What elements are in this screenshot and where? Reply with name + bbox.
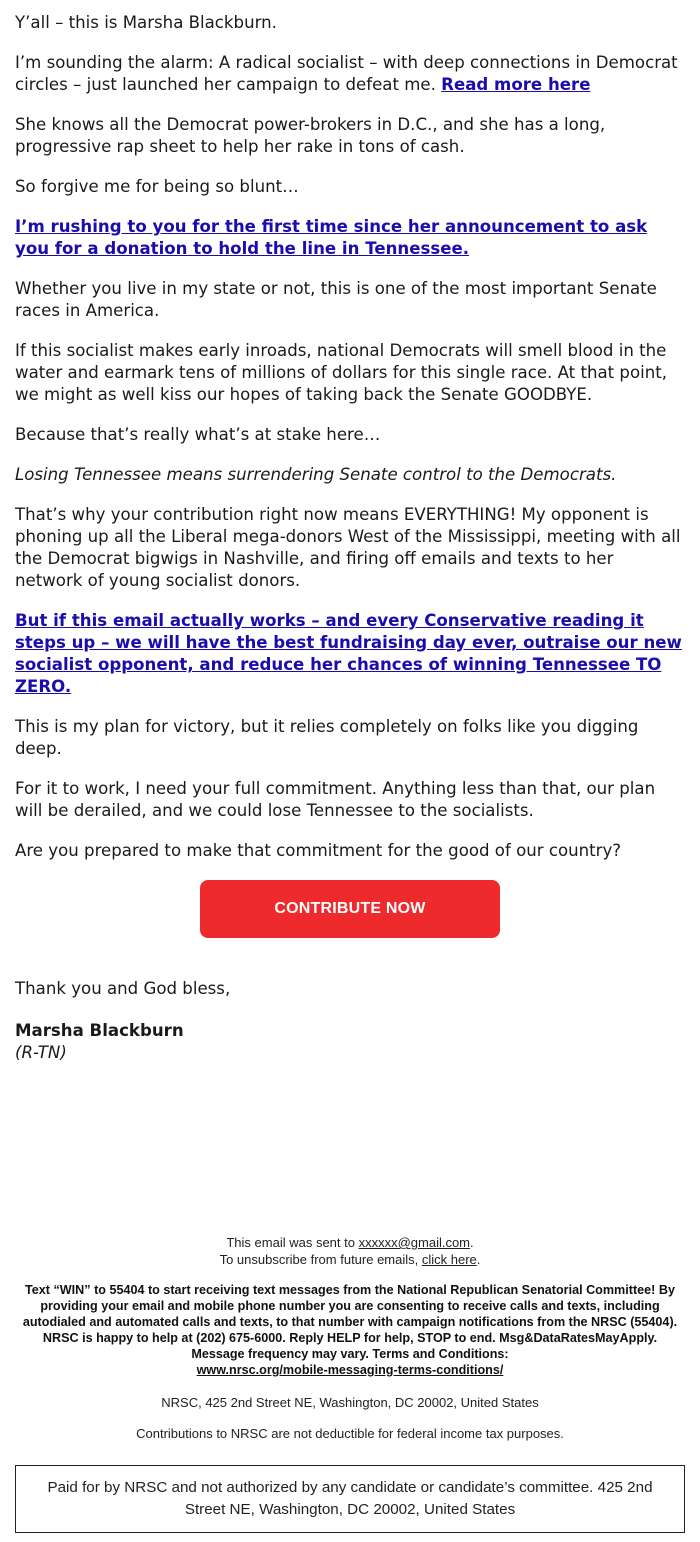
signoff: Thank you and God bless, [15, 979, 231, 998]
unsubscribe-prefix: To unsubscribe from future emails, [219, 1252, 422, 1267]
paragraph-prepared: Are you prepared to make that commitment for the good of our country? [15, 841, 622, 860]
paragraph-contribution: That’s why your contribution right now means EVERYTHING! My opponent is phoning up all the Liberal mega-donors West of the Mississippi, meeting with all the Democrat bigwigs in Nashville, and firing off emails and texts to her network of young socialist donors. [15, 505, 681, 590]
signature-name: Marsha Blackburn [15, 1021, 184, 1040]
recipient-email-link[interactable]: xxxxxx@gmail.com [358, 1235, 471, 1250]
signature-party: (R-TN) [15, 1043, 67, 1062]
paid-for-disclaimer: Paid for by NRSC and not authorized by any candidate or candidate’s committee. 425 2nd Street NE, Washington, DC 20002, United States [15, 1465, 685, 1533]
paragraph-alarm [15, 52, 685, 96]
donation-ask-link[interactable]: I’m rushing to you for the first time since her announcement to ask you for a donation to hold the line in Tennessee. [15, 217, 648, 258]
paragraph-at-stake: Because that’s really what’s at stake here… [15, 425, 381, 444]
paragraph-alarm-text: I’m sounding the alarm: A radical socialist – with deep connections in Democrat circles – just launched her campaign to defeat me. [15, 53, 678, 94]
greeting: Y’all – this is Marsha Blackburn. [15, 13, 277, 32]
paragraph-donation-ask [15, 216, 685, 260]
unsubscribe-line [15, 1251, 685, 1268]
paragraph-power-brokers: She knows all the Democrat power-brokers in D.C., and she has a long, progressive rap sheet to help her rake in tons of cash. [15, 115, 606, 156]
paragraph-inroads: If this socialist makes early inroads, national Democrats will smell blood in the water and earmark tens of millions of dollars for this single race. At that point, we might as well kiss our hopes of taking back the Senate GOODBYE. [15, 341, 668, 404]
paragraph-important-race: Whether you live in my state or not, this is one of the most important Senate races in America. [15, 279, 657, 320]
paragraph-if-works [15, 610, 685, 698]
read-more-link[interactable]: Read more here [441, 75, 591, 94]
unsubscribe-link[interactable]: click here [421, 1252, 477, 1267]
mailing-address: NRSC, 425 2nd Street NE, Washington, DC 20002, United States [161, 1395, 539, 1410]
sent-to-line [15, 1234, 685, 1251]
terms-conditions-link[interactable]: www.nrsc.org/mobile-messaging-terms-conditions/ [196, 1363, 504, 1377]
unsubscribe-suffix: . [476, 1252, 481, 1267]
contribute-now-button[interactable]: CONTRIBUTE NOW [200, 880, 500, 938]
paragraph-plan: This is my plan for victory, but it relies completely on folks like you digging deep. [15, 717, 639, 758]
fundraising-day-link[interactable]: But if this email actually works – and every Conservative reading it steps up – we will have the best fundraising day ever, outraise our new socialist opponent, and reduce her chances of winning Tennessee TO ZERO. [15, 611, 682, 696]
email-footer [0, 1234, 700, 1442]
cta-container [15, 880, 685, 938]
paragraph-commitment: For it to work, I need your full commitment. Anything less than that, our plan will be derailed, and we could lose Tennessee to the socialists. [15, 779, 656, 820]
paragraph-losing-tennessee: Losing Tennessee means surrendering Senate control to the Democrats. [15, 465, 617, 484]
sms-disclaimer [15, 1282, 685, 1378]
sent-to-prefix: This email was sent to [226, 1235, 359, 1250]
tax-deductible-notice: Contributions to NRSC are not deductible for federal income tax purposes. [136, 1426, 564, 1441]
sent-to-suffix: . [470, 1235, 474, 1250]
sms-disclaimer-text: Text “WIN” to 55404 to start receiving text messages from the National Republican Senatorial Committee! By providing your email and mobile phone number you are consenting to receive calls and texts, including autodialed and automated calls and texts, to that number with campaign notifications from the NRSC (55404). NRSC is happy to help at (202) 675-6000. Reply HELP for help, STOP to end. Msg&DataRatesMayApply. Message frequency may vary. Terms and Conditions: [22, 1283, 678, 1361]
paragraph-blunt: So forgive me for being so blunt… [15, 177, 299, 196]
